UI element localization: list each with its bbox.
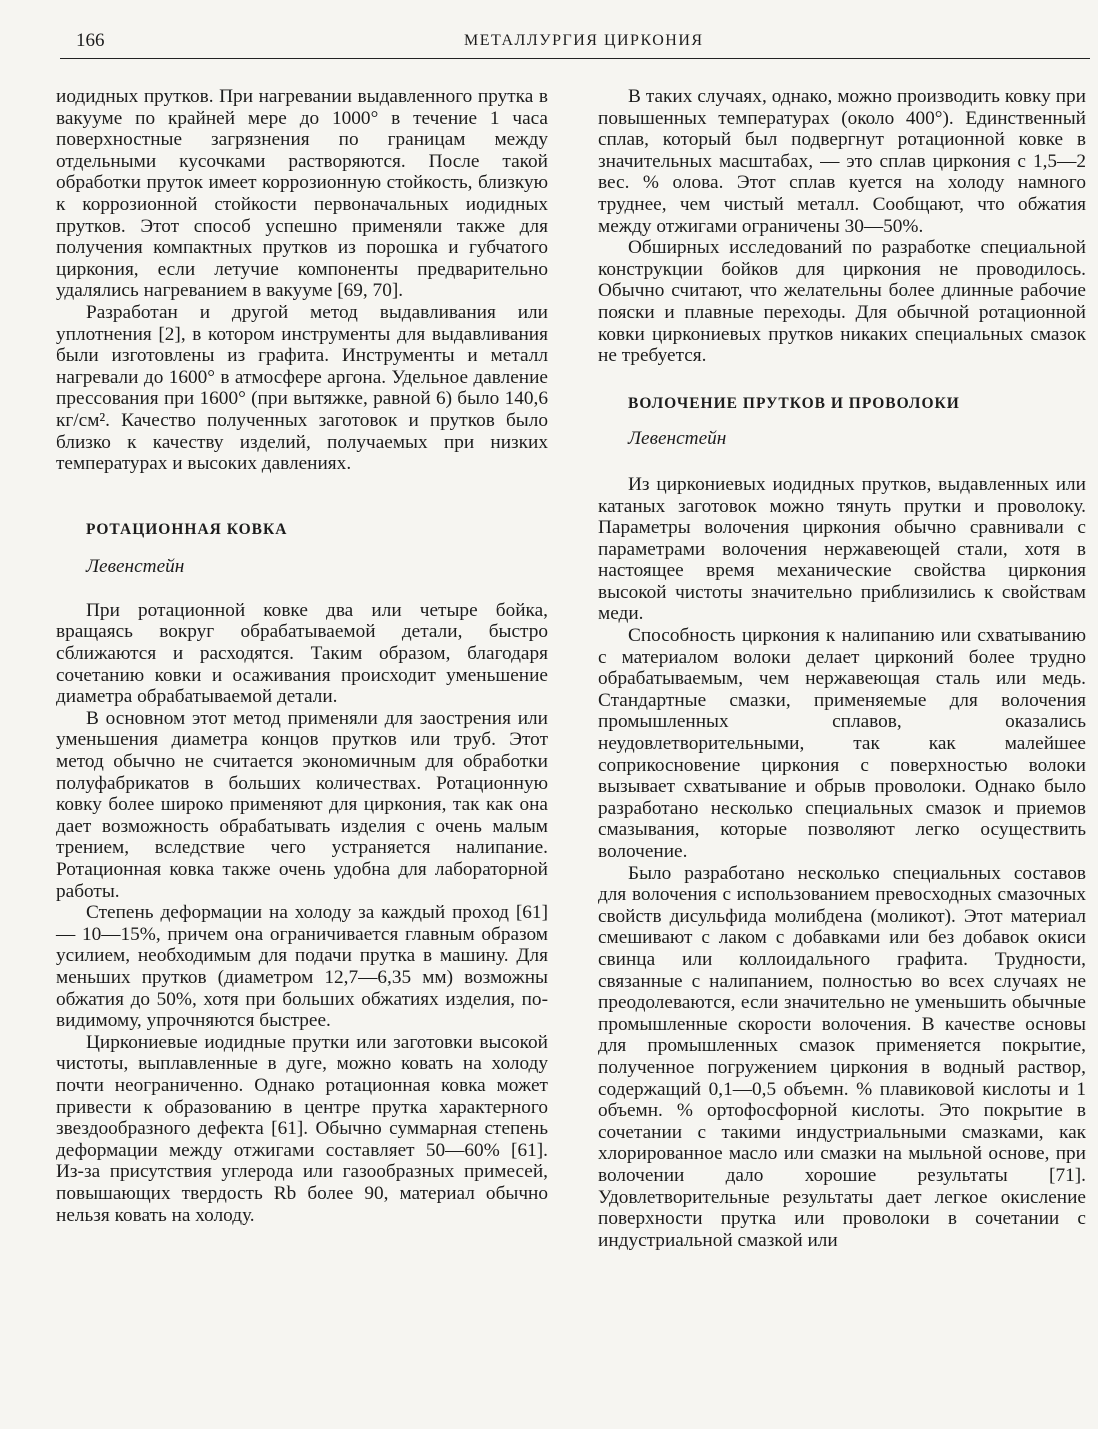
section-title: ВОЛОЧЕНИЕ ПРУТКОВ И ПРОВОЛОКИ — [628, 394, 960, 412]
paragraph: При ротационной ковке два или четыре бойка, вращаясь вокруг обрабатываемой детали, быстро сближаются и расходятся. Таким образом, благодаря сочетанию ковки и осаживания происходит уменьшение диаметра обрабатываемой детали. — [56, 599, 548, 708]
paragraph: Разработан и другой метод выдавливания или уплотнения [2], в котором инструменты для выдавливания были изготовлены из графита. Инструменты и металл нагревали до 1600° в атмосфере аргона. Удельное давление прессования при 1600° (при вытяжке, равной 6) было 140,6 кг/см². Качество полученных заготовок и прутков было близко к качеству изделий, получаемых при низких температурах и высоких давлениях. — [56, 301, 548, 475]
paragraph: иодидных прутков. При нагревании выдавленного прутка в вакууме по крайней мере до 1000° в течение 1 часа поверхностные загрязнения по границам между отдельными кусочками растворяются. После такой обработки пруток имеет коррозионную стойкость, близкую к коррозионной стойкости первоначальных иодидных прутков. Этот способ успешно применяли также для получения компактных прутков из порошка и губчатого циркония, если летучие компоненты предварительно удалялись нагреванием в вакууме [69, 70]. — [56, 86, 548, 302]
paragraph: Обширных исследований по разработке специальной конструкции бойков для циркония не проводилось. Обычно считают, что желательны более длинные рабочие пояски и плавные переходы. Для обычной ротационной ковки циркониевых прутков никаких специальных смазок не требуется. — [598, 237, 1086, 367]
paragraph: В таких случаях, однако, можно производить ковку при повышенных температурах (около 400°). Единственный сплав, который был подвергнут ротационной ковке в значительных масштабах, — это сплав циркония с 1,5—2 вес. % олова. Этот сплав куется на холоду намного труднее, чем чистый металл. Сообщают, что обжатия между отжигами ограничены 30—50%. — [598, 86, 1086, 237]
right-column — [598, 86, 1086, 1251]
section-title: РОТАЦИОННАЯ КОВКА — [86, 520, 288, 538]
paragraph: Степень деформации на холоду за каждый проход [61] — 10—15%, причем она ограничивается главным образом усилием, необходимым для подачи прутка в машину. Для меньших прутков (диаметром 12,7—6,35 мм) возможны обжатия до 50%, хотя при больших обжатиях изделия, по-видимому, упрочняются быстрее. — [56, 902, 548, 1032]
paragraph: Циркониевые иодидные прутки или заготовки высокой чистоты, выплавленные в дуге, можно ковать на холоду почти неограниченно. Однако ротационная ковка может привести к образованию в центре прутка характерного звездообразного дефекта [61]. Обычно суммарная степень деформации между отжигами составляет 50—60% [61]. Из-за присутствия углерода или газообразных примесей, повышающих твердость Rb более 90, материал обычно нельзя ковать на холоду. — [56, 1031, 548, 1226]
page-header — [60, 28, 1090, 59]
section-author: Левенстейн — [628, 428, 727, 450]
section-author: Левенстейн — [86, 556, 185, 578]
paragraph: В основном этот метод применяли для заострения или уменьшения диаметра концов прутков или труб. Этот метод обычно не считается экономичным для обработки полуфабрикатов в больших количествах. Ротационную ковку более широко применяют для циркония, так как она дает возможность обрабатывать изделия с очень малым трением, вследствие чего устраняется налипание. Ротационная ковка также очень удобна для лабораторной работы. — [56, 707, 548, 902]
paragraph: Из циркониевых иодидных прутков, выдавленных или катаных заготовок можно тянуть прутки и проволоку. Параметры волочения циркония обычно сравнивали с параметрами волочения нержавеющей стали, хотя в настоящее время механические свойства циркония высокой чистоты значительно приблизились к свойствам меди. — [598, 473, 1086, 625]
running-title: МЕТАЛЛУРГИЯ ЦИРКОНИЯ — [464, 32, 704, 49]
paragraph: Было разработано несколько специальных составов для волочения с использованием превосходных смазочных свойств дисульфида молибдена (моликот). Этот материал смешивают с лаком с добавками или без добавок окиси свинца или коллоидального графита. Трудности, связанные с налипанием, полностью во всех случаях не преодолеваются, если значительно не уменьшить обычные промышленные скорости волочения. В качестве основы для промышленных смазок применяется покрытие, полученное погружением циркония в водный раствор, содержащий 0,1—0,5 объемн. % плавиковой кислоты и 1 объемн. % ортофосфорной кислоты. Это покрытие в сочетании с такими индустриальными смазками, как хлорированное масло или смазки на мыльной основе, при волочении дало хорошие результаты [71]. Удовлетворительные результаты дает легкое окисление поверхности прутка или проволоки в сочетании с индустриальной смазкой или — [598, 862, 1086, 1251]
page-number: 166 — [76, 30, 105, 51]
left-column — [56, 86, 548, 1226]
paragraph: Способность циркония к налипанию или схватыванию с материалом волоки делает цирконий более трудно обрабатываемым, чем нержавеющая сталь или медь. Стандартные смазки, применяемые для волочения промышленных сплавов, оказались неудовлетворительными, так как малейшее соприкосновение циркония с поверхностью волоки вызывает схватывание и обрыв проволоки. Однако было разработано несколько специальных смазок и приемов смазывания, которые позволяют легко осуществить волочение. — [598, 625, 1086, 862]
